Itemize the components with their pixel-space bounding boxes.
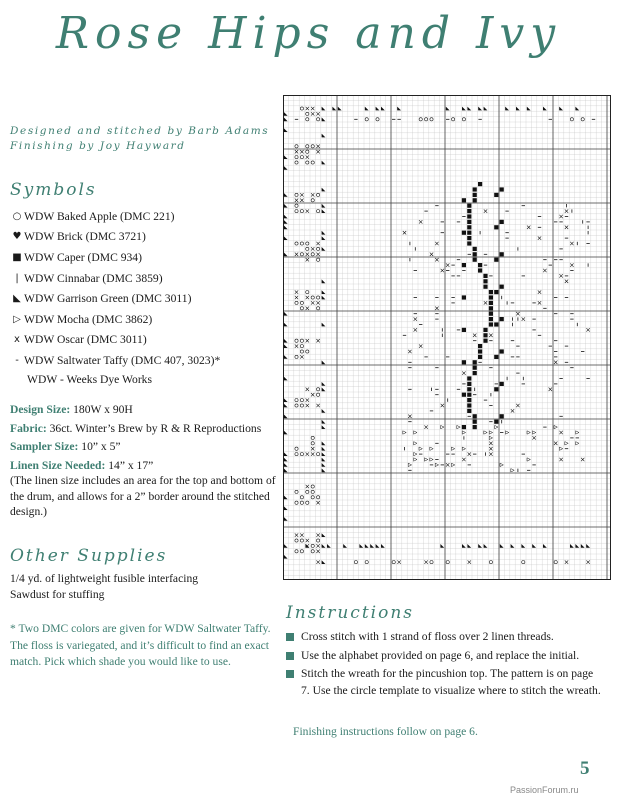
symbol-row [10, 350, 285, 371]
symbols-heading: Symbols [10, 180, 97, 200]
finishing-credit: Finishing by Joy Hayward [10, 140, 186, 152]
symbol-row [10, 206, 285, 227]
linen-size: Linen Size Needed: 14” x 17” [10, 458, 154, 472]
square-bullet-icon [286, 633, 294, 641]
supply-item: 1/4 yd. of lightweight fusible interfacing [10, 572, 199, 585]
sampler-size: Sampler Size: 10” x 5” [10, 440, 121, 453]
symbol-key [10, 206, 285, 386]
design-size: Design Size: 180W x 90H [10, 403, 133, 416]
symbols-note: WDW - Weeks Dye Works [27, 372, 152, 386]
supply-item: Sawdust for stuffing [10, 588, 105, 601]
instruction-item: Stitch the wreath for the pincushion top. The pattern is on page 7. Use the circle template to visualize where to stitch the wreath. [286, 666, 601, 699]
symbol-row [10, 247, 285, 268]
page-number: 5 [580, 758, 590, 779]
bar-icon: | [15, 272, 19, 284]
instructions-list [286, 629, 601, 701]
symbol-label: WDW Baked Apple (DMC 221) [24, 209, 175, 223]
credits [10, 124, 269, 154]
symbol-row [10, 309, 285, 330]
finishing-note: Finishing instructions follow on page 6. [293, 725, 478, 738]
other-supplies-list [10, 571, 198, 603]
other-supplies-heading: Other Supplies [10, 546, 168, 566]
symbol-row [10, 330, 285, 351]
triangle-icon: ◣ [13, 293, 21, 305]
cross-stitch-chart [283, 95, 611, 580]
symbol-label: WDW Mocha (DMC 3862) [24, 312, 153, 326]
footnote: * Two DMC colors are given for WDW Saltwater Taffy. The floss is variegated, and it’s difficult to find an exact match. Pick which shade you would like to use. [10, 622, 271, 668]
instruction-item: Use the alphabet provided on page 6, and replace the initial. [286, 648, 601, 665]
chart-grid [283, 95, 611, 580]
page-title: Rose Hips and Ivy [55, 8, 562, 59]
instruction-item: Cross stitch with 1 strand of floss over 2 linen threads. [286, 629, 601, 646]
square-bullet-icon [286, 670, 294, 678]
symbol-label: WDW Cinnabar (DMC 3859) [24, 271, 163, 285]
symbol-label: WDW Oscar (DMC 3011) [24, 333, 147, 347]
specifications [10, 402, 282, 523]
symbol-label: WDW Caper (DMC 934) [24, 250, 142, 264]
designer-credit: Designed and stitched by Barb Adams [10, 125, 270, 137]
fabric: Fabric: 36ct. Winter’s Brew by R & R Reproductions [10, 421, 262, 435]
heart-icon: ♥ [12, 231, 22, 243]
symbol-label: WDW Saltwater Taffy (DMC 407, 3023)* [24, 353, 221, 367]
watermark: PassionForum.ru [510, 785, 579, 795]
symbol-row [10, 227, 285, 248]
x-icon: x [14, 334, 20, 346]
symbol-row [10, 288, 285, 309]
square-bullet-icon [286, 652, 294, 660]
instructions-heading: Instructions [286, 603, 414, 623]
open-triangle-icon: ▷ [13, 313, 21, 325]
symbol-row [10, 268, 285, 289]
dash-icon: - [15, 354, 19, 366]
circle-icon: ○ [12, 210, 22, 222]
linen-note: (The linen size includes an area for the top and bottom of the drum, and allows for a 2” border around the stitched design.) [10, 474, 276, 518]
square-icon: ■ [12, 251, 22, 263]
symbol-label: WDW Brick (DMC 3721) [24, 230, 146, 244]
symbol-label: WDW Garrison Green (DMC 3011) [24, 292, 192, 306]
